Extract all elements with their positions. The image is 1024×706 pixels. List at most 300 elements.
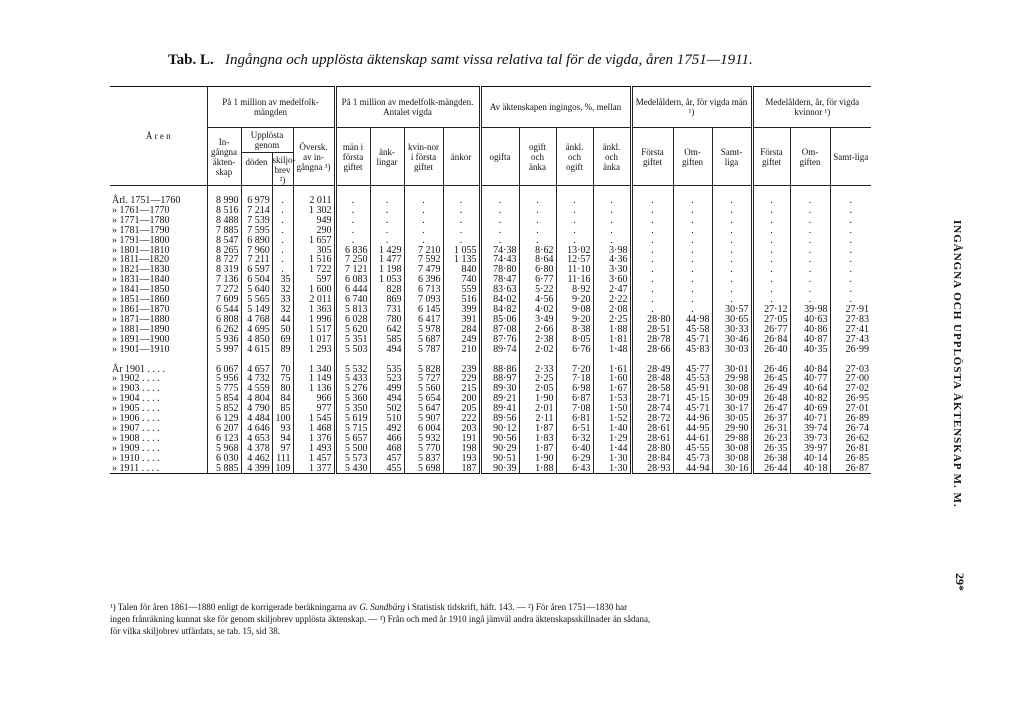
- cell-skiljobrev: 35: [272, 275, 293, 285]
- cell-ogift-anka: 1·83: [519, 434, 556, 444]
- cell-ogift-anka: 6·77: [519, 275, 556, 285]
- cell-ogift-anka: 2·11: [519, 414, 556, 424]
- cell-year: » 1909 . . . .: [112, 442, 160, 454]
- cell-kv-omgiften-alder: 40·71: [790, 414, 830, 424]
- cell-ingangna: 8 488: [207, 216, 241, 226]
- cell-kv-omgiften-alder: 39·73: [790, 434, 830, 444]
- cell-man-omgiften-alder: .: [673, 295, 712, 305]
- cell-year: » 1891—1900: [112, 333, 170, 345]
- cell-man-forsta-alder: .: [631, 206, 673, 216]
- cell-man-forsta-alder: 28·93: [631, 464, 673, 474]
- cell-man-omgiften-alder: .: [673, 236, 712, 246]
- cell-kv-forsta-alder: 26·37: [752, 414, 790, 424]
- cell-oversk: 1 600: [293, 285, 335, 295]
- header-group-2: På 1 million av medelfolk-mängden. Antalet vigda: [335, 87, 480, 128]
- cell-anklingar: 1 477: [370, 255, 404, 265]
- cell-doden: 4 462: [241, 454, 272, 464]
- cell-man-forsta-alder: .: [631, 265, 673, 275]
- header-ogift-anka: ogift och änka: [519, 128, 556, 186]
- cell-ankl-ogift: 9·20: [556, 315, 593, 325]
- cell-man-forsta-alder: .: [631, 196, 673, 206]
- cell-doden: 4 657: [241, 365, 272, 375]
- cell-skiljobrev: 100: [272, 414, 293, 424]
- cell-man-forsta-alder: .: [631, 216, 673, 226]
- table-number: Tab. L.: [168, 52, 214, 68]
- cell-ingangna: 8 727: [207, 255, 241, 265]
- header-group-5: Medelåldern, år, för vigda kvinnor ¹): [752, 87, 871, 128]
- cell-kvinnor-forsta: 6 004: [404, 424, 443, 434]
- cell-kv-samtliga-alder: 26·99: [830, 345, 871, 355]
- cell-ankor: .: [443, 216, 480, 226]
- cell-anklingar: 828: [370, 285, 404, 295]
- cell-skiljobrev: 93: [272, 424, 293, 434]
- cell-kv-omgiften-alder: 40·69: [790, 404, 830, 414]
- cell-kv-omgiften-alder: 40·86: [790, 325, 830, 335]
- cell-ankor: 399: [443, 305, 480, 315]
- cell-year: » 1904 . . . .: [112, 393, 160, 405]
- cell-kvinnor-forsta: 6 713: [404, 285, 443, 295]
- cell-ankor: .: [443, 196, 480, 206]
- cell-ogifta: 88·86: [480, 365, 519, 375]
- cell-oversk: 1 136: [293, 384, 335, 394]
- cell-man-forsta: 5 715: [335, 424, 370, 434]
- cell-kv-omgiften-alder: 39·97: [790, 444, 830, 454]
- cell-man-forsta-alder: 28·80: [631, 444, 673, 454]
- cell-doden: 7 960: [241, 246, 272, 256]
- cell-kv-omgiften-alder: 40·14: [790, 454, 830, 464]
- cell-man-forsta: .: [335, 206, 370, 216]
- cell-kv-omgiften-alder: .: [790, 265, 830, 275]
- cell-anklingar: 499: [370, 384, 404, 394]
- cell-man-samtliga-alder: 29·88: [712, 434, 752, 444]
- cell-skiljobrev: 69: [272, 335, 293, 345]
- cell-kv-samtliga-alder: .: [830, 295, 871, 305]
- header-man-omgiften: Om-giften: [673, 128, 712, 186]
- cell-ankor: 193: [443, 454, 480, 464]
- cell-ogift-anka: 2·25: [519, 374, 556, 384]
- cell-man-samtliga-alder: 30·16: [712, 464, 752, 474]
- cell-ankor: 740: [443, 275, 480, 285]
- cell-man-forsta: 5 620: [335, 325, 370, 335]
- cell-doden: 4 378: [241, 444, 272, 454]
- cell-kv-forsta-alder: 27·12: [752, 305, 790, 315]
- cell-anklingar: 780: [370, 315, 404, 325]
- cell-ankor: 559: [443, 285, 480, 295]
- cell-man-omgiften-alder: .: [673, 255, 712, 265]
- cell-ingangna: 8 990: [207, 196, 241, 206]
- cell-anklingar: 494: [370, 345, 404, 355]
- cell-oversk: 1 517: [293, 325, 335, 335]
- cell-man-samtliga-alder: .: [712, 246, 752, 256]
- cell-man-samtliga-alder: .: [712, 295, 752, 305]
- cell-skiljobrev: .: [272, 255, 293, 265]
- cell-kvinnor-forsta: 5 837: [404, 454, 443, 464]
- gap-row: [110, 355, 871, 365]
- cell-ankor: .: [443, 226, 480, 236]
- cell-ankl-anka: 1·40: [593, 424, 631, 434]
- cell-ingangna: 6 129: [207, 414, 241, 424]
- header-man-samtliga: Samt-liga: [712, 128, 752, 186]
- cell-man-samtliga-alder: .: [712, 226, 752, 236]
- cell-kvinnor-forsta: 5 932: [404, 434, 443, 444]
- cell-year: År 1901 . . . .: [112, 363, 166, 375]
- cell-kv-omgiften-alder: .: [790, 206, 830, 216]
- cell-ankl-anka: 4·36: [593, 255, 631, 265]
- cell-ogift-anka: 4·56: [519, 295, 556, 305]
- cell-year: » 1831—1840: [112, 274, 170, 286]
- cell-ogifta: 88·97: [480, 374, 519, 384]
- cell-ankl-ogift: .: [556, 226, 593, 236]
- cell-man-forsta-alder: 28·48: [631, 374, 673, 384]
- cell-oversk: 1 376: [293, 434, 335, 444]
- cell-anklingar: 1 198: [370, 265, 404, 275]
- cell-kv-samtliga-alder: 27·01: [830, 404, 871, 414]
- cell-year: » 1905 . . . .: [112, 403, 160, 415]
- cell-ankl-ogift: 11·16: [556, 275, 593, 285]
- cell-man-samtliga-alder: 30·09: [712, 394, 752, 404]
- cell-skiljobrev: 84: [272, 394, 293, 404]
- cell-man-omgiften-alder: 44·94: [673, 464, 712, 474]
- cell-ankl-anka: 1·53: [593, 394, 631, 404]
- cell-man-forsta-alder: .: [631, 236, 673, 246]
- cell-kv-forsta-alder: .: [752, 216, 790, 226]
- cell-oversk: 1 340: [293, 365, 335, 375]
- cell-kv-samtliga-alder: 26·81: [830, 444, 871, 454]
- cell-ogifta: 85·06: [480, 315, 519, 325]
- cell-kv-forsta-alder: 26·44: [752, 464, 790, 474]
- cell-ankl-anka: 3·98: [593, 246, 631, 256]
- cell-kv-forsta-alder: 26·77: [752, 325, 790, 335]
- cell-kv-samtliga-alder: 27·43: [830, 335, 871, 345]
- footnote-1-text-b: i Statistisk tidskrift, häft. 143. — ²) För åren 1751—1830 har: [404, 602, 628, 612]
- cell-kv-omgiften-alder: 40·63: [790, 315, 830, 325]
- cell-ogift-anka: .: [519, 216, 556, 226]
- cell-man-omgiften-alder: .: [673, 206, 712, 216]
- cell-kvinnor-forsta: 5 654: [404, 394, 443, 404]
- rows-decades: [110, 196, 871, 355]
- cell-oversk: 1 516: [293, 255, 335, 265]
- cell-man-omgiften-alder: 45·71: [673, 404, 712, 414]
- marriage-table: [110, 86, 871, 474]
- cell-ogifta: .: [480, 196, 519, 206]
- cell-ankl-ogift: 6·98: [556, 384, 593, 394]
- cell-kvinnor-forsta: 6 396: [404, 275, 443, 285]
- cell-ankl-anka: 3·30: [593, 265, 631, 275]
- cell-man-omgiften-alder: 44·96: [673, 414, 712, 424]
- cell-ankl-ogift: 6·81: [556, 414, 593, 424]
- cell-doden: 5 565: [241, 295, 272, 305]
- cell-ingangna: 5 956: [207, 374, 241, 384]
- cell-year: » 1908 . . . .: [112, 432, 160, 444]
- running-head: INGÅNGNA OCH UPPLÖSTA ÄKTENSKAP M. M.: [951, 220, 963, 508]
- cell-anklingar: 731: [370, 305, 404, 315]
- cell-ankl-anka: 2·22: [593, 295, 631, 305]
- header-kv-samtliga: Samt-liga: [830, 128, 871, 186]
- cell-ogifta: 89·74: [480, 345, 519, 355]
- cell-ankor: 222: [443, 414, 480, 424]
- cell-ogift-anka: .: [519, 196, 556, 206]
- cell-year: » 1801—1810: [112, 244, 170, 256]
- cell-ingangna: 6 067: [207, 365, 241, 375]
- cell-anklingar: .: [370, 216, 404, 226]
- cell-kvinnor-forsta: 5 687: [404, 335, 443, 345]
- cell-ogifta: .: [480, 226, 519, 236]
- cell-ankl-anka: 1·50: [593, 404, 631, 414]
- cell-kv-forsta-alder: 26·84: [752, 335, 790, 345]
- cell-kvinnor-forsta: 5 727: [404, 374, 443, 384]
- cell-doden: 6 504: [241, 275, 272, 285]
- cell-kv-omgiften-alder: .: [790, 216, 830, 226]
- cell-man-omgiften-alder: .: [673, 285, 712, 295]
- cell-man-forsta: .: [335, 216, 370, 226]
- cell-ankl-anka: 1·29: [593, 434, 631, 444]
- cell-man-forsta: 5 350: [335, 404, 370, 414]
- cell-man-forsta: 5 276: [335, 384, 370, 394]
- cell-kv-omgiften-alder: .: [790, 246, 830, 256]
- cell-kv-samtliga-alder: 26·74: [830, 424, 871, 434]
- cell-kv-omgiften-alder: .: [790, 255, 830, 265]
- cell-man-omgiften-alder: .: [673, 246, 712, 256]
- cell-skiljobrev: 109: [272, 464, 293, 474]
- cell-skiljobrev: .: [272, 196, 293, 206]
- cell-ankl-ogift: 9·20: [556, 295, 593, 305]
- cell-ogifta: 89·21: [480, 394, 519, 404]
- cell-kv-forsta-alder: .: [752, 265, 790, 275]
- cell-man-omgiften-alder: 45·91: [673, 384, 712, 394]
- cell-skiljobrev: 89: [272, 345, 293, 355]
- cell-man-forsta: 6 740: [335, 295, 370, 305]
- cell-ankl-anka: 1·48: [593, 345, 631, 355]
- header-group-3: Av äktenskapen ingingos, %, mellan: [480, 87, 631, 128]
- cell-kvinnor-forsta: .: [404, 206, 443, 216]
- cell-doden: 4 653: [241, 434, 272, 444]
- cell-kv-omgiften-alder: .: [790, 226, 830, 236]
- cell-man-samtliga-alder: 29·90: [712, 424, 752, 434]
- cell-kv-omgiften-alder: 40·35: [790, 345, 830, 355]
- cell-ankl-ogift: 7·08: [556, 404, 593, 414]
- cell-ingangna: 8 516: [207, 206, 241, 216]
- cell-ingangna: 5 936: [207, 335, 241, 345]
- cell-anklingar: .: [370, 206, 404, 216]
- rows-years: [110, 365, 871, 474]
- cell-year: » 1841—1850: [112, 284, 170, 296]
- cell-ingangna: 5 852: [207, 404, 241, 414]
- cell-oversk: 1 302: [293, 206, 335, 216]
- cell-ankl-anka: 2·47: [593, 285, 631, 295]
- cell-ankor: 1 135: [443, 255, 480, 265]
- cell-oversk: 1 149: [293, 374, 335, 384]
- cell-man-forsta: 5 360: [335, 394, 370, 404]
- cell-man-samtliga-alder: 30·33: [712, 325, 752, 335]
- cell-man-samtliga-alder: 30·57: [712, 305, 752, 315]
- cell-man-forsta: 5 503: [335, 345, 370, 355]
- cell-kv-omgiften-alder: 40·87: [790, 335, 830, 345]
- footnote-line-1: [110, 601, 938, 613]
- cell-ingangna: 6 808: [207, 315, 241, 325]
- cell-ingangna: 5 854: [207, 394, 241, 404]
- cell-man-forsta-alder: 28·78: [631, 335, 673, 345]
- cell-kv-samtliga-alder: 27·83: [830, 315, 871, 325]
- cell-kv-samtliga-alder: 27·03: [830, 365, 871, 375]
- cell-kv-forsta-alder: .: [752, 246, 790, 256]
- cell-skiljobrev: 33: [272, 295, 293, 305]
- cell-man-forsta: 7 121: [335, 265, 370, 275]
- cell-anklingar: 457: [370, 454, 404, 464]
- cell-ankl-anka: .: [593, 196, 631, 206]
- cell-man-omgiften-alder: 45·58: [673, 325, 712, 335]
- cell-kv-samtliga-alder: .: [830, 246, 871, 256]
- cell-man-omgiften-alder: 44·61: [673, 434, 712, 444]
- header-ankor: änkor: [443, 128, 480, 186]
- cell-doden: 7 211: [241, 255, 272, 265]
- cell-ogifta: .: [480, 236, 519, 246]
- cell-year: » 1761—1770: [112, 204, 170, 216]
- cell-man-samtliga-alder: 30·46: [712, 335, 752, 345]
- cell-oversk: 1 722: [293, 265, 335, 275]
- cell-ankor: 198: [443, 444, 480, 454]
- cell-kvinnor-forsta: 7 592: [404, 255, 443, 265]
- cell-ingangna: 7 136: [207, 275, 241, 285]
- cell-anklingar: 502: [370, 404, 404, 414]
- cell-man-omgiften-alder: 44·95: [673, 424, 712, 434]
- cell-doden: 4 790: [241, 404, 272, 414]
- cell-ankor: 840: [443, 265, 480, 275]
- cell-man-forsta: .: [335, 226, 370, 236]
- cell-ogift-anka: 1·87: [519, 424, 556, 434]
- cell-kvinnor-forsta: 7 210: [404, 246, 443, 256]
- cell-ankl-ogift: 6·51: [556, 424, 593, 434]
- cell-oversk: 949: [293, 216, 335, 226]
- cell-kv-samtliga-alder: .: [830, 226, 871, 236]
- cell-oversk: 977: [293, 404, 335, 414]
- cell-man-omgiften-alder: 45·71: [673, 335, 712, 345]
- cell-doden: 6 979: [241, 196, 272, 206]
- cell-oversk: 1 545: [293, 414, 335, 424]
- cell-ankl-anka: 1·88: [593, 325, 631, 335]
- cell-ankl-ogift: .: [556, 236, 593, 246]
- cell-kv-samtliga-alder: 26·95: [830, 394, 871, 404]
- cell-ogift-anka: 3·49: [519, 315, 556, 325]
- cell-kvinnor-forsta: .: [404, 196, 443, 206]
- cell-ankor: 215: [443, 384, 480, 394]
- header-ogifta: ogifta: [480, 128, 519, 186]
- cell-kv-samtliga-alder: 27·41: [830, 325, 871, 335]
- cell-ankl-anka: .: [593, 236, 631, 246]
- cell-man-forsta-alder: 28·61: [631, 434, 673, 444]
- cell-kv-omgiften-alder: 40·84: [790, 365, 830, 375]
- cell-ogifta: 90·12: [480, 424, 519, 434]
- cell-man-samtliga-alder: 29·98: [712, 374, 752, 384]
- cell-ogift-anka: 1·87: [519, 444, 556, 454]
- cell-ankl-ogift: 12·57: [556, 255, 593, 265]
- cell-ankl-ogift: 6·32: [556, 434, 593, 444]
- cell-man-forsta-alder: 28·51: [631, 325, 673, 335]
- cell-ogifta: 87·08: [480, 325, 519, 335]
- cell-skiljobrev: 85: [272, 404, 293, 414]
- cell-kvinnor-forsta: 7 479: [404, 265, 443, 275]
- cell-doden: 5 149: [241, 305, 272, 315]
- cell-skiljobrev: 50: [272, 325, 293, 335]
- cell-year: » 1902 . . . .: [112, 373, 160, 385]
- header-upplosta-label: Upplösta genom: [242, 128, 293, 153]
- cell-kv-omgiften-alder: 40·77: [790, 374, 830, 384]
- cell-ankl-ogift: 8·92: [556, 285, 593, 295]
- cell-kv-forsta-alder: 26·38: [752, 454, 790, 464]
- cell-ankor: 249: [443, 335, 480, 345]
- footnote-line-2: ingen frånräkning kunnat ske för genom skiljobrev upplösta äktenskap. — ³) Från och med år 1910 ingå jämväl andra äktenskapsskillnader än sådana,: [110, 614, 651, 624]
- header-anklingar: änk-lingar: [370, 128, 404, 186]
- cell-ogift-anka: .: [519, 236, 556, 246]
- header-man-forsta: Första giftet: [631, 128, 673, 186]
- footnote-1-author: G. Sundbärg: [359, 602, 405, 612]
- header-upplosta-sub: [242, 153, 296, 185]
- cell-kv-forsta-alder: .: [752, 285, 790, 295]
- cell-ankor: 200: [443, 394, 480, 404]
- cell-kv-omgiften-alder: .: [790, 285, 830, 295]
- cell-kv-forsta-alder: 26·48: [752, 394, 790, 404]
- cell-man-forsta: 6 444: [335, 285, 370, 295]
- cell-kv-samtliga-alder: .: [830, 275, 871, 285]
- cell-kv-forsta-alder: 27·05: [752, 315, 790, 325]
- cell-doden: 6 890: [241, 236, 272, 246]
- cell-ankor: 191: [443, 434, 480, 444]
- cell-ogift-anka: 2·66: [519, 325, 556, 335]
- cell-ankl-anka: 2·25: [593, 315, 631, 325]
- cell-skiljobrev: 70: [272, 365, 293, 375]
- cell-ogifta: 89·30: [480, 384, 519, 394]
- cell-man-forsta: 6 028: [335, 315, 370, 325]
- cell-ingangna: 6 262: [207, 325, 241, 335]
- cell-ogifta: 74·43: [480, 255, 519, 265]
- cell-kv-samtliga-alder: .: [830, 265, 871, 275]
- cell-man-samtliga-alder: .: [712, 206, 752, 216]
- cell-ogift-anka: 2·05: [519, 384, 556, 394]
- cell-ogifta: 84·82: [480, 305, 519, 315]
- cell-ankl-ogift: 11·10: [556, 265, 593, 275]
- cell-man-omgiften-alder: .: [673, 216, 712, 226]
- cell-man-forsta: .: [335, 196, 370, 206]
- cell-man-forsta-alder: 28·61: [631, 424, 673, 434]
- cell-ogift-anka: .: [519, 226, 556, 236]
- cell-man-forsta-alder: .: [631, 246, 673, 256]
- cell-ankl-ogift: 6·43: [556, 464, 593, 474]
- cell-ogift-anka: 5·22: [519, 285, 556, 295]
- cell-kv-forsta-alder: 26·35: [752, 444, 790, 454]
- cell-skiljobrev: 32: [272, 305, 293, 315]
- cell-man-forsta-alder: .: [631, 295, 673, 305]
- header-group-4: Medelåldern, år, för vigda män ¹): [631, 87, 752, 128]
- cell-anklingar: 1 053: [370, 275, 404, 285]
- cell-ankl-anka: 1·52: [593, 414, 631, 424]
- cell-ankl-ogift: 7·18: [556, 374, 593, 384]
- cell-ogifta: 90·51: [480, 454, 519, 464]
- cell-anklingar: 468: [370, 444, 404, 454]
- cell-ogifta: 87·76: [480, 335, 519, 345]
- cell-kv-forsta-alder: 26·46: [752, 365, 790, 375]
- header-kv-omgiften: Om-giften: [790, 128, 830, 186]
- cell-oversk: 1 363: [293, 305, 335, 315]
- cell-ogift-anka: 1·90: [519, 454, 556, 464]
- cell-ogifta: 74·38: [480, 246, 519, 256]
- cell-man-omgiften-alder: .: [673, 226, 712, 236]
- cell-oversk: 1 457: [293, 454, 335, 464]
- cell-man-forsta: .: [335, 236, 370, 246]
- cell-year: » 1911 . . . .: [110, 464, 207, 474]
- cell-ogift-anka: 6·80: [519, 265, 556, 275]
- cell-kv-omgiften-alder: .: [790, 236, 830, 246]
- cell-year: » 1821—1830: [112, 264, 170, 276]
- cell-man-omgiften-alder: .: [673, 305, 712, 315]
